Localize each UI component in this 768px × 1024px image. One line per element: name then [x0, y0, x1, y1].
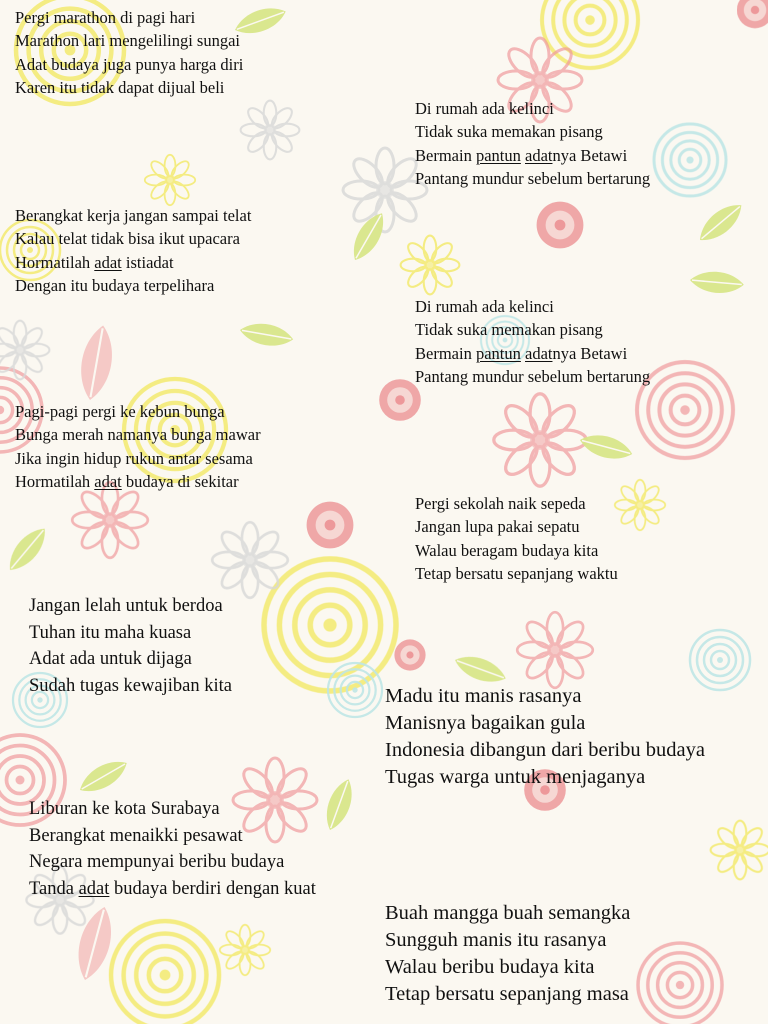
poem-line: Tanda adat budaya berdiri dengan kuat [29, 878, 316, 899]
poem-line: Kalau telat tidak bisa ikut upacara [15, 229, 240, 249]
poem-line: Tetap bersatu sepanjang waktu [415, 563, 618, 583]
poem-line: Tugas warga untuk menjaganya [385, 766, 646, 788]
poem-line: Berangkat kerja jangan sampai telat [15, 206, 252, 225]
pantun-4 [415, 295, 650, 388]
poem-line: Liburan ke kota Surabaya [29, 799, 220, 819]
pantun-1 [15, 6, 243, 99]
poem-line: Tidak suka memakan pisang [415, 320, 603, 340]
pantun-2 [415, 97, 650, 190]
poem-line: Karen itu tidak dapat dijual beli [15, 77, 225, 97]
poem-line: Walau beribu budaya kita [385, 956, 595, 978]
pantun-5 [15, 400, 261, 493]
poem-line: Hormatilah adat istiadat [15, 252, 174, 272]
pantun-8 [385, 683, 705, 791]
poem-line: Sungguh manis itu rasanya [385, 929, 607, 951]
poem-line: Manisnya bagaikan gula [385, 712, 586, 734]
poem-line: Dengan itu budaya terpelihara [15, 275, 215, 295]
pantun-10 [385, 900, 630, 1008]
poem-line: Tidak suka memakan pisang [415, 122, 603, 142]
poem-line: Madu itu manis rasanya [385, 685, 582, 707]
pantun-9 [29, 796, 316, 902]
poem-line: Tuhan itu maha kuasa [29, 622, 192, 643]
poem-line: Jangan lelah untuk berdoa [29, 596, 223, 616]
poem-line: Marathon lari mengelilingi sungai [15, 31, 240, 51]
poem-line: Bunga merah namanya bunga mawar [15, 425, 261, 445]
poem-line: Jangan lupa pakai sepatu [415, 517, 580, 537]
poem-line: Jika ingin hidup rukun antar sesama [15, 448, 253, 468]
poem-line: Sudah tugas kewajiban kita [29, 675, 232, 696]
poem-line: Pantang mundur sebelum bertarung [415, 168, 651, 188]
poem-line: Hormatilah adat budaya di sekitar [15, 471, 239, 491]
poem-line: Buah mangga buah semangka [385, 902, 631, 924]
poem-line: Walau beragam budaya kita [415, 540, 599, 560]
poem-line: Indonesia dibangun dari beribu budaya [385, 739, 705, 761]
poem-line: Pantang mundur sebelum bertarung [415, 366, 651, 386]
poem-line: Pagi-pagi pergi ke kebun bunga [15, 402, 225, 421]
poem-line: Negara mempunyai beribu budaya [29, 852, 285, 872]
pantun-6 [415, 492, 618, 585]
poem-line: Di rumah ada kelinci [415, 99, 554, 118]
poem-line: Bermain pantun adatnya Betawi [415, 145, 628, 165]
poem-line: Berangkat menaikki pesawat [29, 825, 243, 846]
poem-line: Tetap bersatu sepanjang masa [385, 983, 629, 1005]
poem-line: Bermain pantun adatnya Betawi [415, 343, 628, 363]
poem-line: Pergi sekolah naik sepeda [415, 494, 586, 513]
pantun-7 [29, 593, 232, 699]
poem-line: Adat budaya juga punya harga diri [15, 54, 244, 74]
poem-line: Adat ada untuk dijaga [29, 649, 192, 669]
poem-line: Di rumah ada kelinci [415, 297, 554, 316]
poem-line: Pergi marathon di pagi hari [15, 8, 196, 27]
pantun-3 [15, 204, 251, 297]
